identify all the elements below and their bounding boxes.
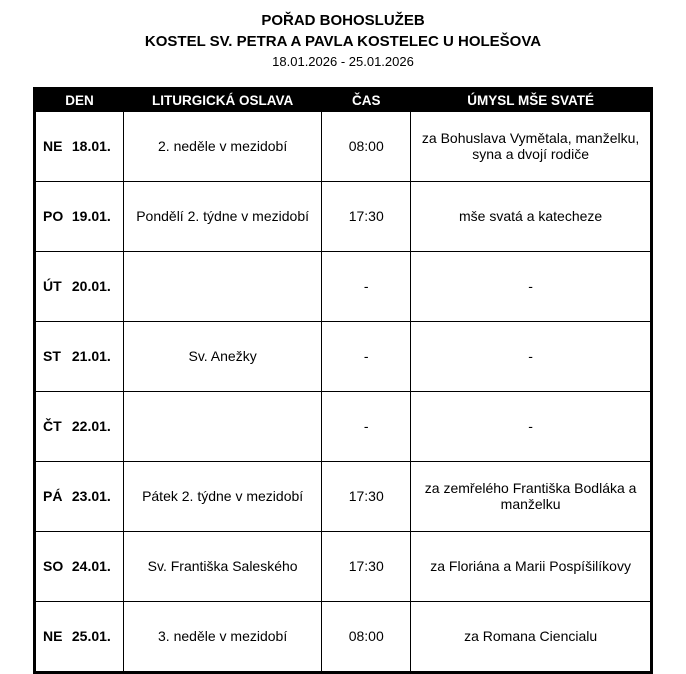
day-abbr: NE (43, 628, 63, 645)
day-cell (35, 111, 124, 181)
table-row (35, 251, 652, 321)
table-row (35, 531, 652, 601)
time-cell: - (322, 391, 411, 461)
day-cell (35, 251, 124, 321)
time-cell: 17:30 (322, 181, 411, 251)
intention-cell: za Bohuslava Vymětala, manželku, syna a dvojí rodiče (411, 111, 652, 181)
celebration-cell: Sv. Anežky (124, 321, 322, 391)
schedule-table (33, 87, 653, 674)
day-cell (35, 321, 124, 391)
celebration-cell: Sv. Františka Saleského (124, 531, 322, 601)
day-date: 21.01. (71, 348, 111, 365)
day-abbr: SO (43, 558, 64, 575)
column-header-den: DEN (35, 88, 124, 111)
document-header (0, 0, 686, 73)
intention-cell: za zemřelého Františka Bodláka a manželku (411, 461, 652, 531)
time-cell: - (322, 251, 411, 321)
table-header-row (35, 88, 652, 111)
column-header-umysl-mse-svate: ÚMYSL MŠE SVATÉ (411, 88, 652, 111)
day-cell (35, 601, 124, 672)
time-cell: 17:30 (322, 461, 411, 531)
day-date: 23.01. (71, 488, 111, 505)
table-row (35, 321, 652, 391)
time-cell: 08:00 (322, 601, 411, 672)
day-cell (35, 391, 124, 461)
intention-cell: za Floriána a Marii Pospíšilíkovy (411, 531, 652, 601)
day-cell (35, 181, 124, 251)
intention-cell: - (411, 391, 652, 461)
table-row (35, 111, 652, 181)
intention-cell: - (411, 321, 652, 391)
day-abbr: PO (43, 208, 64, 225)
table-row (35, 391, 652, 461)
celebration-cell: Pondělí 2. týdne v mezidobí (124, 181, 322, 251)
celebration-cell (124, 391, 322, 461)
celebration-cell: Pátek 2. týdne v mezidobí (124, 461, 322, 531)
date-range: 18.01.2026 - 25.01.2026 (272, 54, 414, 69)
intention-cell: - (411, 251, 652, 321)
table-row (35, 181, 652, 251)
day-date: 22.01. (71, 418, 111, 435)
day-abbr: ÚT (43, 278, 62, 295)
day-abbr: NE (43, 138, 63, 155)
day-cell (35, 461, 124, 531)
day-abbr: PÁ (43, 488, 63, 505)
day-date: 24.01. (71, 558, 111, 575)
day-date: 25.01. (71, 628, 111, 645)
celebration-cell (124, 251, 322, 321)
page-title: POŘAD BOHOSLUŽEB (261, 12, 425, 29)
table-row (35, 601, 652, 672)
time-cell: 08:00 (322, 111, 411, 181)
intention-cell: mše svatá a katecheze (411, 181, 652, 251)
day-date: 19.01. (71, 208, 111, 225)
day-date: 20.01. (71, 278, 111, 295)
day-abbr: ST (43, 348, 61, 365)
intention-cell: za Romana Ciencialu (411, 601, 652, 672)
table-row (35, 461, 652, 531)
day-cell (35, 531, 124, 601)
celebration-cell: 2. neděle v mezidobí (124, 111, 322, 181)
time-cell: 17:30 (322, 531, 411, 601)
day-abbr: ČT (43, 418, 62, 435)
column-header-cas: ČAS (322, 88, 411, 111)
day-date: 18.01. (71, 138, 111, 155)
page-subtitle: KOSTEL SV. PETRA A PAVLA KOSTELEC U HOLEŠOVA (144, 33, 542, 50)
celebration-cell: 3. neděle v mezidobí (124, 601, 322, 672)
column-header-liturgicka-oslava: LITURGICKÁ OSLAVA (124, 88, 322, 111)
time-cell: - (322, 321, 411, 391)
